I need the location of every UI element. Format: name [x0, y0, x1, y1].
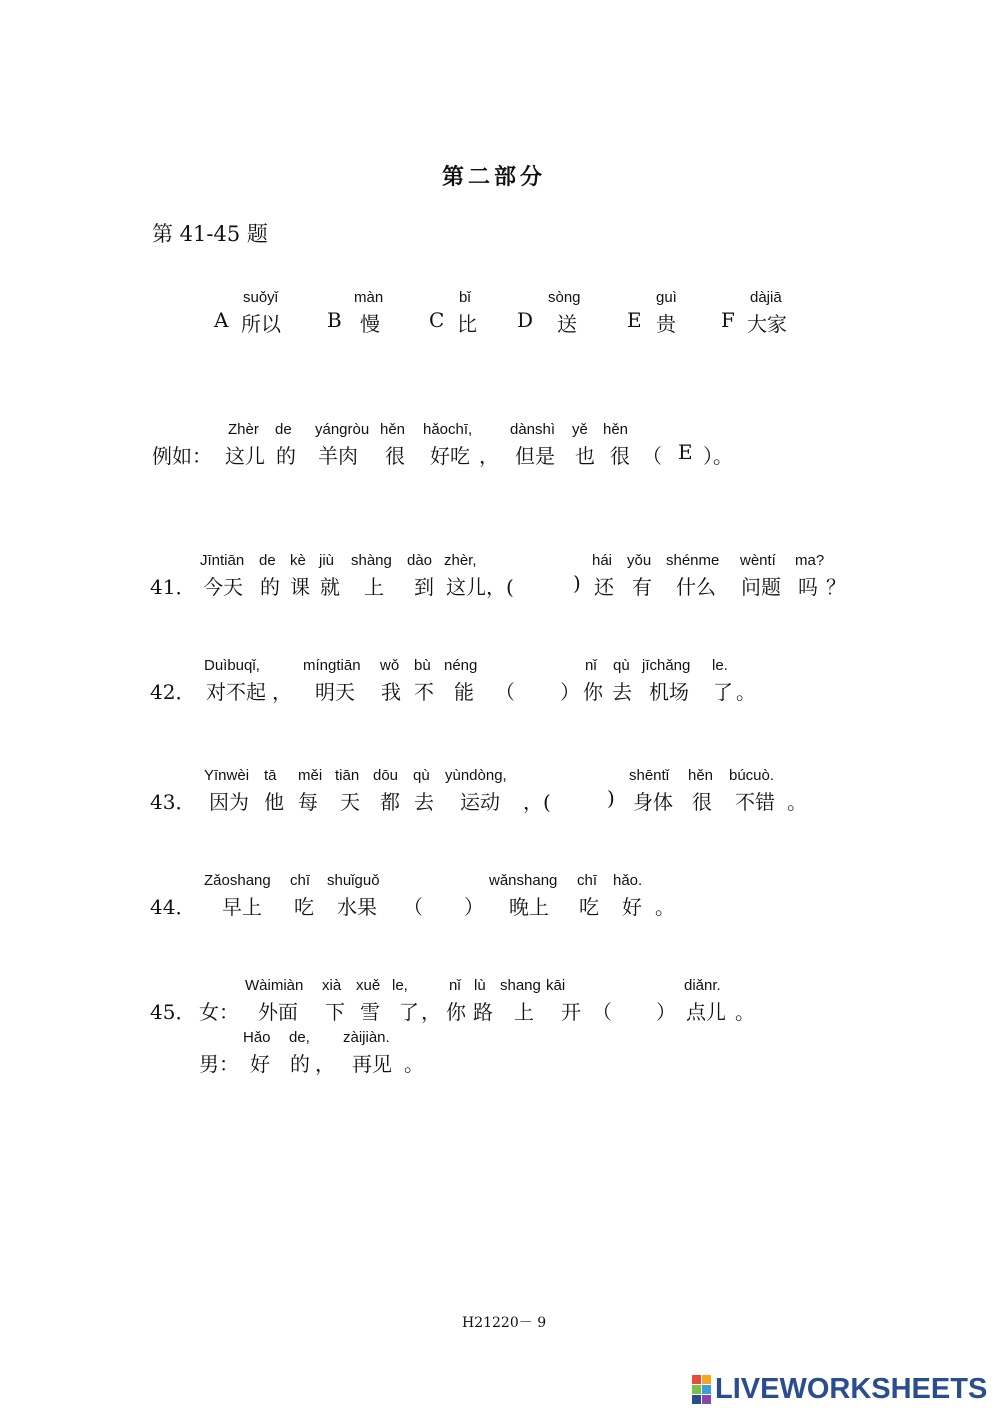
- q44-hanzi: 晚上: [509, 895, 549, 919]
- q43-pinyin: hěn: [688, 767, 714, 784]
- page-title: 第二部分: [442, 164, 547, 190]
- example-label: 例如：: [152, 444, 212, 468]
- q41-pinyin: yǒu: [627, 552, 652, 569]
- example-hanzi: （: [642, 444, 662, 468]
- example-pinyin: hěn: [603, 421, 629, 438]
- q45-pinyin: xià: [322, 977, 342, 994]
- q42-pinyin: le.: [712, 657, 728, 674]
- q42-pinyin: nǐ: [585, 657, 597, 674]
- example-hanzi: ，: [479, 444, 499, 468]
- example-pinyin: dànshì: [510, 421, 556, 438]
- example-hanzi: 的: [276, 444, 296, 468]
- q45-hanzi: 点儿: [686, 1000, 726, 1024]
- example-pinyin: yě: [572, 421, 588, 438]
- q44-pinyin: chī: [290, 872, 311, 889]
- q45-hanzi: 外面: [258, 1000, 298, 1024]
- example-hanzi: ）。: [703, 444, 733, 468]
- example-hanzi: 很: [610, 444, 630, 468]
- q43-hanzi: 因为: [209, 790, 249, 814]
- q41-blank-close: ): [573, 571, 581, 595]
- q45-pinyin: xuě: [356, 977, 381, 994]
- q41-hanzi: 上: [364, 575, 384, 599]
- q44-blank-close: ）: [464, 895, 484, 919]
- q43-hanzi: 每: [298, 790, 318, 814]
- q41-hanzi: 有: [632, 575, 652, 599]
- q45-pinyin: diǎnr.: [684, 977, 721, 994]
- q41-hanzi: ？: [826, 575, 846, 599]
- option-a-letter: A: [214, 308, 229, 332]
- q43-hanzi: 他: [264, 790, 284, 814]
- q42-number: 42．: [150, 680, 196, 704]
- q41-blank-open: ，(: [486, 575, 514, 599]
- option-d-hanzi: 送: [557, 312, 577, 336]
- q45-hanzi: 路: [473, 1000, 493, 1024]
- example-pinyin: Zhèr: [228, 421, 259, 438]
- example-hanzi: 这儿: [225, 444, 265, 468]
- q45-hanzi: 雪: [360, 1000, 380, 1024]
- q45-hanzi: 开: [561, 1000, 581, 1024]
- q44-hanzi: 早上: [222, 895, 262, 919]
- q45-pinyin: le,: [392, 977, 408, 994]
- q41-pinyin: jiù: [319, 552, 335, 569]
- section-subtitle: 第 41-45 题: [152, 222, 268, 246]
- q43-hanzi: 身体: [633, 790, 673, 814]
- option-b-hanzi: 慢: [360, 312, 380, 336]
- q43-hanzi: 天: [340, 790, 360, 814]
- option-b-pinyin: màn: [354, 289, 384, 306]
- example-pinyin: de: [275, 421, 292, 438]
- option-f-letter: F: [721, 308, 735, 332]
- q42-pinyin: Duìbuqǐ,: [204, 657, 260, 674]
- page-footer: H21220－ 9: [462, 1315, 547, 1331]
- option-b-letter: B: [327, 308, 342, 332]
- example-pinyin: hǎochī,: [423, 421, 473, 438]
- q44-pinyin: wǎnshang: [489, 872, 558, 889]
- q45-hanzi: ，: [421, 1000, 441, 1024]
- q42-hanzi: 对不起: [206, 680, 266, 704]
- q42-hanzi: 了: [713, 680, 733, 704]
- q45-number: 45．: [150, 1000, 196, 1024]
- option-c-letter: C: [429, 308, 445, 332]
- q42-blank-open: （: [495, 680, 515, 704]
- q45-pinyin: kāi: [546, 977, 566, 994]
- q42-hanzi: 能: [454, 680, 474, 704]
- q42-hanzi: 明天: [315, 680, 355, 704]
- q41-pinyin: shàng: [351, 552, 392, 569]
- q45-hanzi: 。: [735, 1000, 755, 1024]
- example-hanzi: 很: [385, 444, 405, 468]
- q42-pinyin: néng: [444, 657, 478, 674]
- q45-pinyin: shang: [500, 977, 541, 994]
- q41-hanzi: 问题: [741, 575, 781, 599]
- option-a-hanzi: 所以: [241, 312, 281, 336]
- q43-hanzi: 不错: [735, 790, 775, 814]
- q45-reply-pinyin: Hǎo: [243, 1029, 271, 1046]
- q43-hanzi: 运动: [460, 790, 500, 814]
- q44-hanzi: 好: [622, 895, 642, 919]
- q42-pinyin: bù: [414, 657, 431, 674]
- q45-reply-pinyin: zàijiàn.: [343, 1029, 390, 1046]
- q45-reply-hanzi: 。: [404, 1052, 424, 1076]
- option-a-pinyin: suǒyǐ: [243, 289, 279, 306]
- example-hanzi: 也: [575, 444, 595, 468]
- q44-pinyin: chī: [577, 872, 598, 889]
- example-hanzi: 羊肉: [318, 444, 358, 468]
- q41-hanzi: 到: [414, 575, 434, 599]
- q45-reply-hanzi: ，: [315, 1052, 335, 1076]
- q43-pinyin: qù: [413, 767, 430, 784]
- q42-pinyin: qù: [613, 657, 630, 674]
- q44-hanzi: 吃: [294, 895, 314, 919]
- q41-pinyin: shénme: [666, 552, 720, 569]
- q42-pinyin: wǒ: [380, 657, 400, 674]
- q42-pinyin: míngtiān: [303, 657, 361, 674]
- q42-hanzi: 。: [736, 680, 756, 704]
- option-d-pinyin: sòng: [548, 289, 581, 306]
- option-c-hanzi: 比: [457, 312, 477, 336]
- q42-hanzi: 我: [381, 680, 401, 704]
- q41-number: 41．: [150, 575, 196, 599]
- q42-hanzi: ，: [272, 680, 292, 704]
- q41-hanzi: 什么: [676, 575, 716, 599]
- q44-number: 44．: [150, 895, 196, 919]
- q45-speaker-female: 女：: [199, 1000, 239, 1024]
- q45-blank-open: （: [592, 1000, 612, 1024]
- q44-hanzi: 水果: [337, 895, 377, 919]
- example-hanzi: 但是: [515, 444, 555, 468]
- q45-hanzi: 了: [399, 1000, 419, 1024]
- example-answer: E: [678, 440, 693, 464]
- q43-blank-close: ): [607, 786, 615, 810]
- q41-hanzi: 今天: [203, 575, 243, 599]
- q45-pinyin: lù: [474, 977, 486, 994]
- q41-hanzi: 吗: [798, 575, 818, 599]
- q43-number: 43．: [150, 790, 196, 814]
- q43-pinyin: tiān: [335, 767, 360, 784]
- q43-hanzi: 去: [414, 790, 434, 814]
- q43-pinyin: yùndòng,: [445, 767, 507, 784]
- example-hanzi: 好吃: [430, 444, 470, 468]
- q45-hanzi: 你: [446, 1000, 466, 1024]
- q43-blank-open: ，(: [523, 790, 551, 814]
- q41-pinyin: hái: [592, 552, 613, 569]
- example-pinyin: hěn: [380, 421, 406, 438]
- q45-hanzi: 下: [325, 1000, 345, 1024]
- q41-pinyin: Jīntiān: [200, 552, 245, 569]
- q45-pinyin: Wàimiàn: [245, 977, 304, 994]
- q44-hanzi: 吃: [579, 895, 599, 919]
- q43-pinyin: Yīnwèi: [204, 767, 250, 784]
- option-e-pinyin: guì: [656, 289, 677, 306]
- q44-pinyin: shuǐguǒ: [327, 872, 380, 889]
- q41-hanzi: 就: [320, 575, 340, 599]
- q45-reply-hanzi: 再见: [352, 1052, 392, 1076]
- option-c-pinyin: bǐ: [459, 289, 471, 306]
- q45-speaker-male: 男：: [199, 1052, 239, 1076]
- q44-blank-open: （: [403, 895, 423, 919]
- q45-hanzi: 上: [514, 1000, 534, 1024]
- q44-pinyin: Zǎoshang: [204, 872, 271, 889]
- q44-pinyin: hǎo.: [613, 872, 643, 889]
- q43-pinyin: shēntǐ: [629, 767, 670, 784]
- q41-hanzi: 的: [260, 575, 280, 599]
- q42-pinyin: jīchǎng: [642, 657, 691, 674]
- logo-text: LIVEWORKSHEETS: [715, 1373, 988, 1405]
- q41-hanzi: 还: [594, 575, 614, 599]
- q41-pinyin: kè: [290, 552, 306, 569]
- q42-hanzi: 你: [583, 680, 603, 704]
- q45-blank-close: ）: [656, 1000, 676, 1024]
- q41-pinyin: dào: [407, 552, 433, 569]
- q45-reply-hanzi: 好: [250, 1052, 270, 1076]
- q43-pinyin: dōu: [373, 767, 399, 784]
- q42-blank-close: ）: [560, 680, 580, 704]
- q41-pinyin: wèntí: [740, 552, 776, 569]
- q43-hanzi: 都: [380, 790, 400, 814]
- q41-pinyin: ma?: [795, 552, 825, 569]
- logo-blocks-icon: [692, 1375, 711, 1404]
- q43-pinyin: búcuò.: [729, 767, 775, 784]
- q41-hanzi: 这儿: [446, 575, 486, 599]
- q43-pinyin: tā: [264, 767, 277, 784]
- q43-pinyin: měi: [298, 767, 323, 784]
- option-e-letter: E: [627, 308, 642, 332]
- q42-hanzi: 机场: [649, 680, 689, 704]
- q45-reply-pinyin: de,: [289, 1029, 310, 1046]
- q45-pinyin: nǐ: [449, 977, 461, 994]
- q41-pinyin: de: [259, 552, 276, 569]
- q41-pinyin: zhèr,: [444, 552, 477, 569]
- q42-hanzi: 去: [612, 680, 632, 704]
- option-f-hanzi: 大家: [747, 312, 787, 336]
- q41-hanzi: 课: [290, 575, 310, 599]
- option-f-pinyin: dàjiā: [750, 289, 782, 306]
- option-d-letter: D: [517, 308, 534, 332]
- option-e-hanzi: 贵: [656, 312, 676, 336]
- q42-hanzi: 不: [414, 680, 434, 704]
- q45-reply-hanzi: 的: [290, 1052, 310, 1076]
- q44-hanzi: 。: [655, 895, 675, 919]
- q43-hanzi: 。: [787, 790, 807, 814]
- q43-hanzi: 很: [692, 790, 712, 814]
- liveworksheets-logo: [692, 1373, 987, 1406]
- example-pinyin: yángròu: [315, 421, 370, 438]
